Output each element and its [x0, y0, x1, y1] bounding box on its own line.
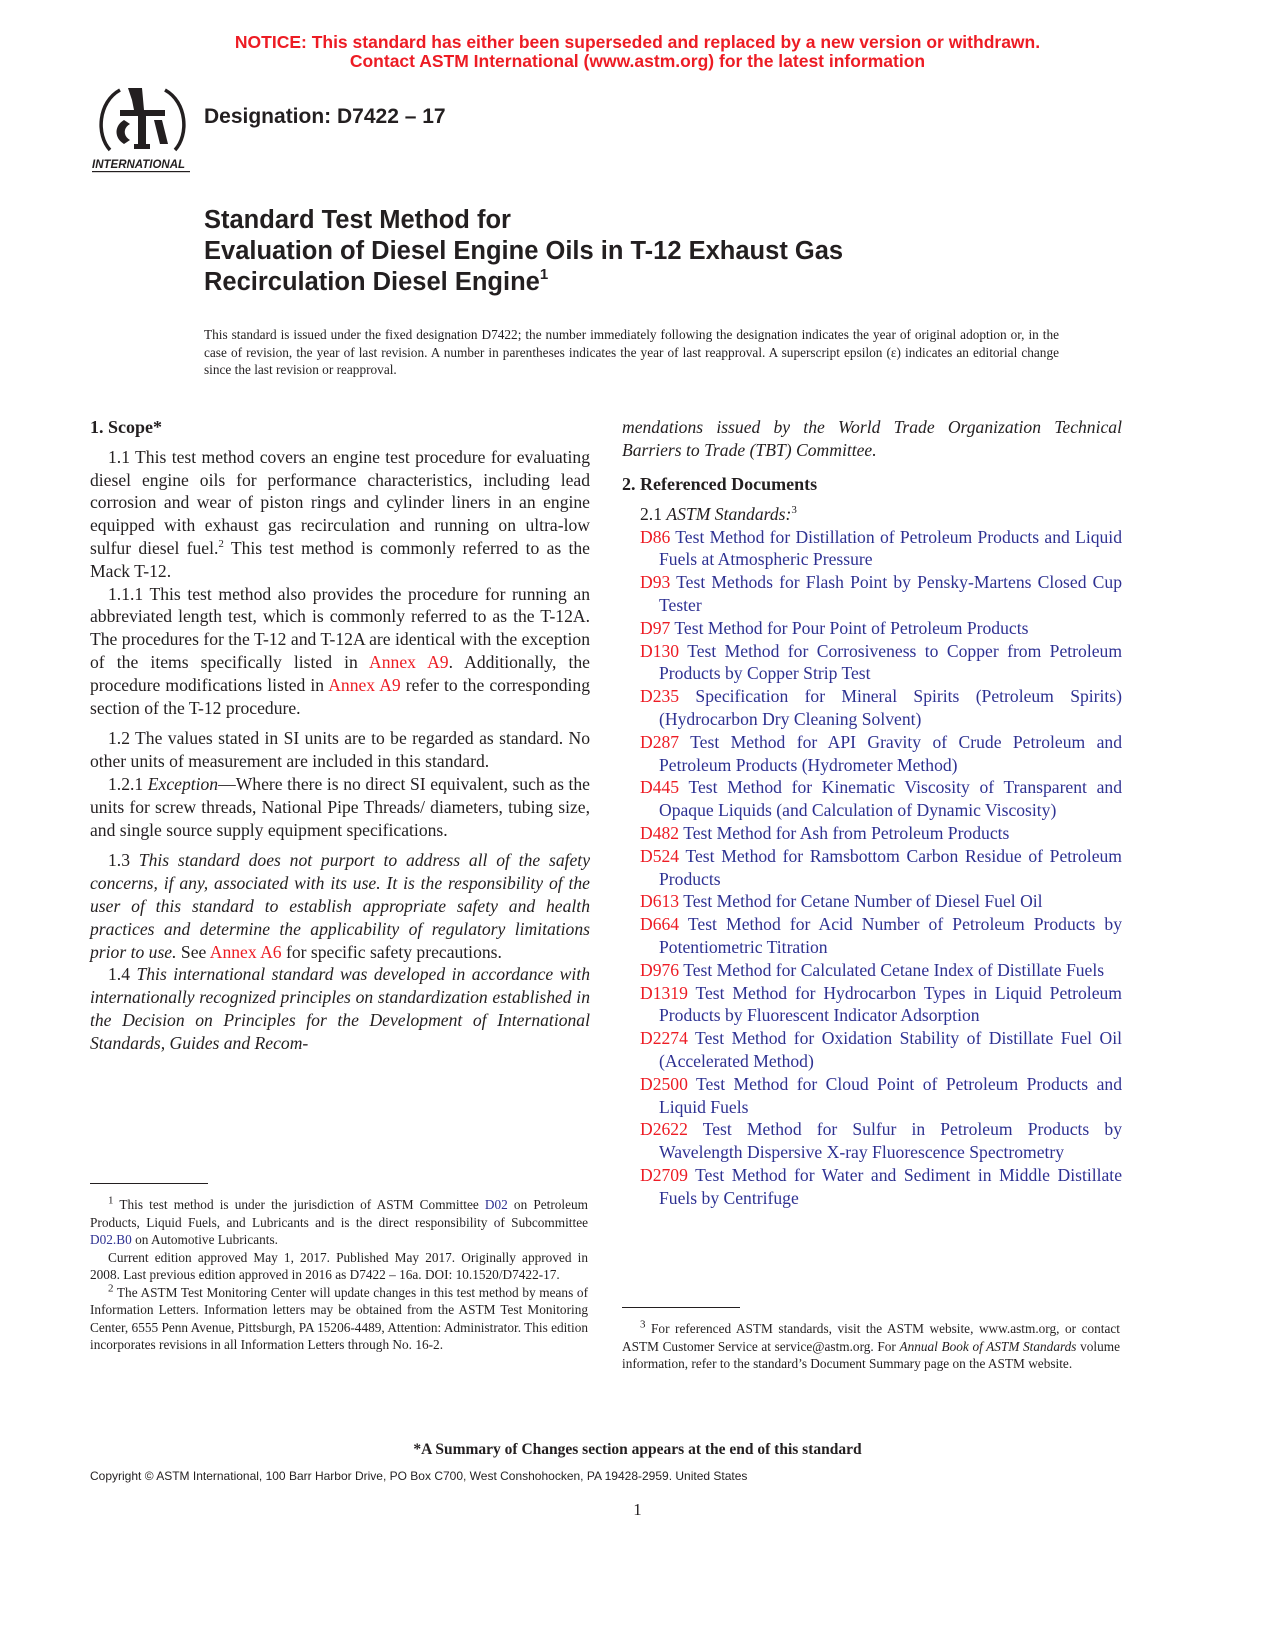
para-1-1-1: [90, 583, 590, 720]
summary-of-changes-note: *A Summary of Changes section appears at the end of this standard: [413, 1441, 862, 1458]
para-1-3-italic: This standard does not purport to address all of the safety concerns, if any, associated with its use. It is the responsibility of the user of this standard to establish appropriate safety and health practices and determine the applicability of regulatory limitations prior to use.: [90, 850, 591, 962]
footnote-1-text-2: on Petroleum Products, Liquid Fuels, and Lubricants and is the direct responsibility of Subcommittee: [90, 1197, 588, 1230]
footnote-3: [622, 1320, 1120, 1373]
footnote-ref-2[interactable]: 2: [218, 538, 224, 551]
footnote-ref-3[interactable]: 3: [791, 503, 797, 516]
para-1-1-1-text-2: . Additionally, the procedure modifications listed in: [90, 651, 590, 695]
continuation-spacer: [622, 416, 1122, 473]
para-1-3-see: See: [176, 941, 210, 962]
reference-code-link[interactable]: D664: [640, 914, 680, 935]
annex-a6-link[interactable]: Annex A6: [209, 941, 282, 962]
intro-paragraph: This standard is issued under the fixed designation D7422; the number immediately following the designation indicates the year of original adoption or, in the case of revision, the year of last revision. A number in parentheses indicates the year of last reapproval. A superscript epsilon (ε) indicates an editorial change since the last revision or reapproval.: [204, 327, 1059, 377]
reference-title-link[interactable]: Test Method for Acid Number of Petroleum Products by Potentiometric Titration: [659, 914, 1122, 957]
refdocs-heading: 2. Referenced Documents: [622, 474, 818, 494]
footnote-1-edition: Current edition approved May 1, 2017. Published May 2017. Originally approved in 2008. Last previous edition approved in 2016 as D7422 – 16a. DOI: 10.1520/D7422-17.: [90, 1249, 588, 1282]
para-1-1-1-text: 1.1.1 This test method also provides the procedure for running an abbreviated length test, which is commonly referred to as the T-12A. The procedures for the T-12 and T-12A are identical with the exception of the items specifically listed in: [90, 583, 590, 672]
refdocs-sub-num: 2.1: [640, 503, 667, 524]
footnote-3-text-a: For referenced ASTM standards, visit the ASTM website, www.astm.org, or contact ASTM Customer Service at service@astm.org. For: [622, 1321, 1120, 1354]
scope-heading: 1. Scope*: [90, 417, 162, 437]
reference-title-link[interactable]: Test Method for Oxidation Stability of Distillate Fuel Oil (Accelerated Method): [659, 1028, 1122, 1071]
reference-item: [622, 822, 1122, 845]
para-1-3-num: 1.3: [108, 850, 139, 871]
annex-a9-link-2[interactable]: Annex A9: [328, 674, 401, 695]
annex-a9-link[interactable]: Annex A9: [369, 651, 449, 672]
footnote-1-mark: 1: [108, 1194, 114, 1207]
reference-title-link[interactable]: Test Method for Corrosiveness to Copper from Petroleum Products by Copper Strip Test: [659, 640, 1122, 684]
reference-title-link[interactable]: Test Method for Distillation of Petroleum Products and Liquid Fuels at Atmospheric Pressure: [659, 526, 1122, 570]
reference-code-link[interactable]: D1319: [640, 982, 688, 1003]
reference-code-link[interactable]: D2274: [640, 1028, 688, 1049]
para-1-3: [90, 849, 590, 963]
reference-item: [622, 571, 1122, 617]
reference-title-link[interactable]: Test Method for Kinematic Viscosity of Transparent and Opaque Liquids (and Calculation of Dynamic Viscosity): [659, 777, 1122, 821]
reference-code-link[interactable]: D2622: [640, 1119, 688, 1140]
reference-item: [622, 776, 1122, 822]
page-number: 1: [633, 1500, 642, 1519]
reference-item: [622, 1118, 1122, 1164]
reference-item: [622, 845, 1122, 891]
footnote-rule-right: [622, 1307, 740, 1308]
reference-title-link[interactable]: Test Method for Ramsbottom Carbon Residue of Petroleum Products: [659, 845, 1122, 889]
left-column: [90, 416, 590, 1055]
footnote-1-text-3: on Automotive Lubricants.: [131, 1232, 278, 1247]
para-1-1: [90, 446, 590, 583]
title-footnote-mark: 1: [539, 266, 549, 283]
reference-title-link[interactable]: Specification for Mineral Spirits (Petroleum Spirits) (Hydrocarbon Dry Cleaning Solvent): [659, 686, 1122, 729]
para-1-4-continued-text: mendations issued by the World Trade Organization Technical Barriers to Trade (TBT) Committee.: [622, 417, 1122, 460]
title-line-2: Evaluation of Diesel Engine Oils in T-12 Exhaust Gas: [204, 237, 844, 265]
reference-item: [622, 617, 1122, 640]
document-title: [204, 205, 1104, 298]
reference-item: [622, 731, 1122, 777]
footnote-3-book-title: Annual Book of ASTM Standards: [899, 1338, 1077, 1354]
reference-code-link[interactable]: D482: [640, 822, 680, 843]
footnote-3-text-b: volume information, refer to the standard’s Document Summary page on the ASTM website.: [622, 1338, 1120, 1371]
reference-item: [622, 913, 1122, 959]
reference-title-link[interactable]: Test Method for Calculated Cetane Index of Distillate Fuels: [679, 959, 1105, 980]
footnote-2-text: The ASTM Test Monitoring Center will update changes in this test method by means of Information Letters. Information letters may be obtained from the ASTM Test Monitoring Center, 6555 Penn Avenue, Pittsburgh, PA 15206-4489, Attention: Administrator. This edition incorporates revisions in all Information Letters through No. 16-2.: [90, 1284, 588, 1352]
notice-line-2: Contact ASTM International (www.astm.org) for the latest information: [349, 51, 926, 71]
astm-logo: [90, 80, 195, 175]
para-1-4-num: 1.4: [108, 964, 137, 985]
notice-line-1: NOTICE: This standard has either been superseded and replaced by a new version or withdrawn.: [234, 32, 1041, 52]
footnote-2-mark: 2: [108, 1282, 114, 1295]
reference-code-link[interactable]: D613: [640, 891, 680, 912]
para-1-1-1-text-3: refer to the corresponding section of the T-12 procedure.: [90, 674, 590, 718]
footnote-3-text: [622, 1320, 1120, 1373]
reference-item: [622, 982, 1122, 1028]
reference-code-link[interactable]: D2709: [640, 1164, 688, 1185]
reference-title-link[interactable]: Test Method for Cetane Number of Diesel Fuel Oil: [679, 891, 1043, 912]
refdocs-subheading: [622, 503, 1122, 526]
subcommittee-d02b0-link[interactable]: D02.B0: [90, 1232, 132, 1247]
para-1-2-1-exception: Exception: [147, 773, 219, 794]
reference-code-link[interactable]: D287: [640, 731, 680, 752]
para-1-4-italic: This international standard was developed in accordance with internationally recognized principles on standardization established in the Decision on Principles for the Development of International Standards, Guides and Recom-: [90, 964, 590, 1053]
reference-title-link[interactable]: Test Method for Water and Sediment in Middle Distillate Fuels by Centrifuge: [659, 1164, 1122, 1208]
reference-code-link[interactable]: D976: [640, 959, 680, 980]
para-1-2-1: [90, 773, 590, 841]
title-line-1: Standard Test Method for: [204, 206, 511, 234]
logo-text: INTERNATIONAL: [92, 159, 186, 171]
para-1-3-end: for specific safety precautions.: [281, 941, 502, 962]
title-line-3: [204, 267, 1104, 298]
para-1-2-1-text: —Where there is no direct SI equivalent, such as the units for screw threads, National Pipe Threads/ diameters, tubing size, and single source supply equipment specifications.: [90, 773, 590, 840]
reference-title-link[interactable]: Test Method for Cloud Point of Petroleum Products and Liquid Fuels: [659, 1073, 1122, 1117]
committee-d02-link[interactable]: D02: [484, 1197, 508, 1212]
footnote-2: [90, 1284, 588, 1354]
para-1-1-text: 1.1 This test method covers an engine test procedure for evaluating diesel engine oils for performance characteristics, including lead corrosion and wear of piston rings and cylinder liners in an engine equipped with exhaust gas recirculation and running on ultra-low sulfur diesel fuel.: [90, 446, 590, 558]
reference-code-link[interactable]: D445: [640, 777, 680, 798]
reference-code-link[interactable]: D235: [640, 686, 680, 707]
footnote-rule-left: [90, 1183, 208, 1184]
reference-item: [622, 959, 1122, 982]
reference-item: [622, 1073, 1122, 1119]
footnotes-left: [90, 1196, 588, 1354]
footnote-1: [90, 1196, 588, 1249]
reference-code-link[interactable]: D130: [640, 640, 680, 661]
reference-item: [622, 1164, 1122, 1210]
reference-title-link[interactable]: Test Method for Ash from Petroleum Products: [679, 822, 1010, 843]
reference-code-link[interactable]: D93: [640, 572, 671, 593]
para-1-2: 1.2 The values stated in SI units are to be regarded as standard. No other units of measurement are included in this standard.: [90, 728, 590, 772]
reference-title-link[interactable]: Test Method for API Gravity of Crude Petroleum and Petroleum Products (Hydrometer Method): [659, 731, 1122, 775]
reference-code-link[interactable]: D86: [640, 526, 671, 547]
para-1-1-text-end: This test method is commonly referred to as the Mack T-12.: [90, 537, 590, 581]
footnote-1-text: This test method is under the jurisdiction of ASTM Committee: [113, 1197, 485, 1212]
reference-item: [622, 1027, 1122, 1073]
reference-title-link[interactable]: Test Method for Pour Point of Petroleum Products: [670, 617, 1029, 638]
withdrawal-notice: [0, 33, 1275, 71]
footnote-3-mark: 3: [640, 1318, 646, 1331]
reference-code-link[interactable]: D97: [640, 617, 671, 638]
reference-title-link[interactable]: Test Method for Hydrocarbon Types in Liquid Petroleum Products by Fluorescent Indicator Adsorption: [659, 982, 1122, 1026]
reference-code-link[interactable]: D2500: [640, 1073, 688, 1094]
reference-list: [622, 526, 1122, 1210]
para-1-2-1-num: 1.2.1: [108, 773, 148, 794]
copyright-line: Copyright © ASTM International, 100 Barr Harbor Drive, PO Box C700, West Conshohocken, PA 19428-2959. United States: [90, 1469, 748, 1483]
title-line-3-text: Recirculation Diesel Engine: [204, 268, 540, 296]
reference-item: [622, 685, 1122, 731]
refdocs-sub-title: ASTM Standards:: [666, 503, 792, 524]
reference-item: [622, 640, 1122, 686]
reference-code-link[interactable]: D524: [640, 845, 680, 866]
reference-title-link[interactable]: Test Methods for Flash Point by Pensky-Martens Closed Cup Tester: [659, 572, 1122, 615]
para-1-4: [90, 963, 590, 1054]
reference-item: [622, 526, 1122, 572]
right-column-content: [622, 416, 1122, 1210]
reference-item: [622, 890, 1122, 913]
designation: Designation: D7422 – 17: [204, 105, 446, 128]
reference-title-link[interactable]: Test Method for Sulfur in Petroleum Products by Wavelength Dispersive X-ray Fluorescence Spectrometry: [659, 1119, 1122, 1163]
